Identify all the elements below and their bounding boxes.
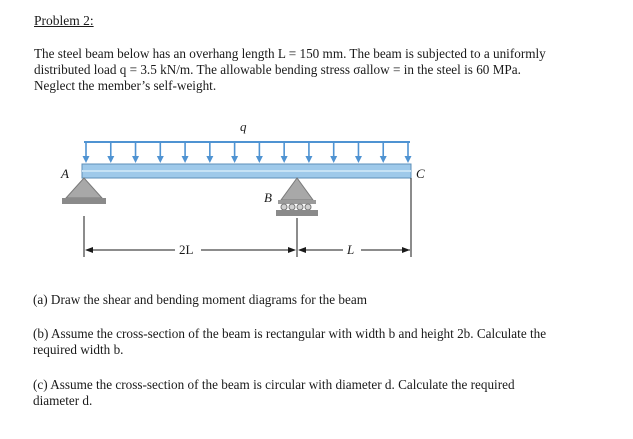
problem-heading: Problem 2:	[34, 13, 94, 28]
question-b-line-2: required width b.	[33, 342, 124, 357]
ground-b	[276, 210, 318, 216]
load-arrows	[83, 142, 412, 163]
load-arrow-head	[281, 156, 288, 163]
load-arrow-head	[305, 156, 312, 163]
load-arrow-head	[405, 156, 412, 163]
pin-support-a	[66, 178, 102, 198]
question-b	[33, 326, 623, 358]
load-arrow-head	[157, 156, 164, 163]
load-arrow-head	[231, 156, 238, 163]
load-arrow-head	[380, 156, 387, 163]
statement-line-1: The steel beam below has an overhang length L = 150 mm. The beam is subjected to a uniformly	[34, 46, 546, 61]
support-a-label: A	[61, 166, 69, 181]
load-arrow-head	[355, 156, 362, 163]
question-c-line-1: (c) Assume the cross-section of the beam is circular with diameter d. Calculate the required	[33, 377, 515, 392]
dim-l-label: L	[347, 242, 355, 257]
load-arrow-head	[206, 156, 213, 163]
load-arrow-head	[330, 156, 337, 163]
statement-line-2: distributed load q = 3.5 kN/m. The allowable bending stress σallow = in the steel is 60 MPa.	[34, 62, 521, 77]
rollers-b	[281, 204, 311, 210]
statement-line-3: Neglect the member’s self-weight.	[34, 78, 217, 93]
ground-a	[62, 198, 106, 204]
load-arrow-head	[256, 156, 263, 163]
load-label-q: q	[240, 119, 247, 134]
dim-l-arrow-right	[402, 247, 410, 253]
load-arrow-head	[83, 156, 90, 163]
load-arrow-head	[182, 156, 189, 163]
dim-l-arrow-left	[298, 247, 306, 253]
question-a-line-1: (a) Draw the shear and bending moment diagrams for the beam	[33, 292, 367, 307]
end-c-label: C	[416, 166, 425, 181]
roller-plate-b	[278, 200, 316, 204]
dim-2l-arrow-left	[85, 247, 93, 253]
question-c-line-2: diameter d.	[33, 393, 93, 408]
support-b-label: B	[264, 190, 272, 205]
load-arrow-head	[107, 156, 114, 163]
question-b-line-1: (b) Assume the cross-section of the beam is rectangular with width b and height 2b. Calculate the	[33, 326, 547, 341]
load-arrow-head	[132, 156, 139, 163]
dim-2l-label: 2L	[179, 242, 194, 257]
question-c	[33, 377, 623, 409]
dim-2l-arrow-right	[288, 247, 296, 253]
question-a	[33, 292, 623, 308]
roller-support-b	[281, 178, 313, 200]
